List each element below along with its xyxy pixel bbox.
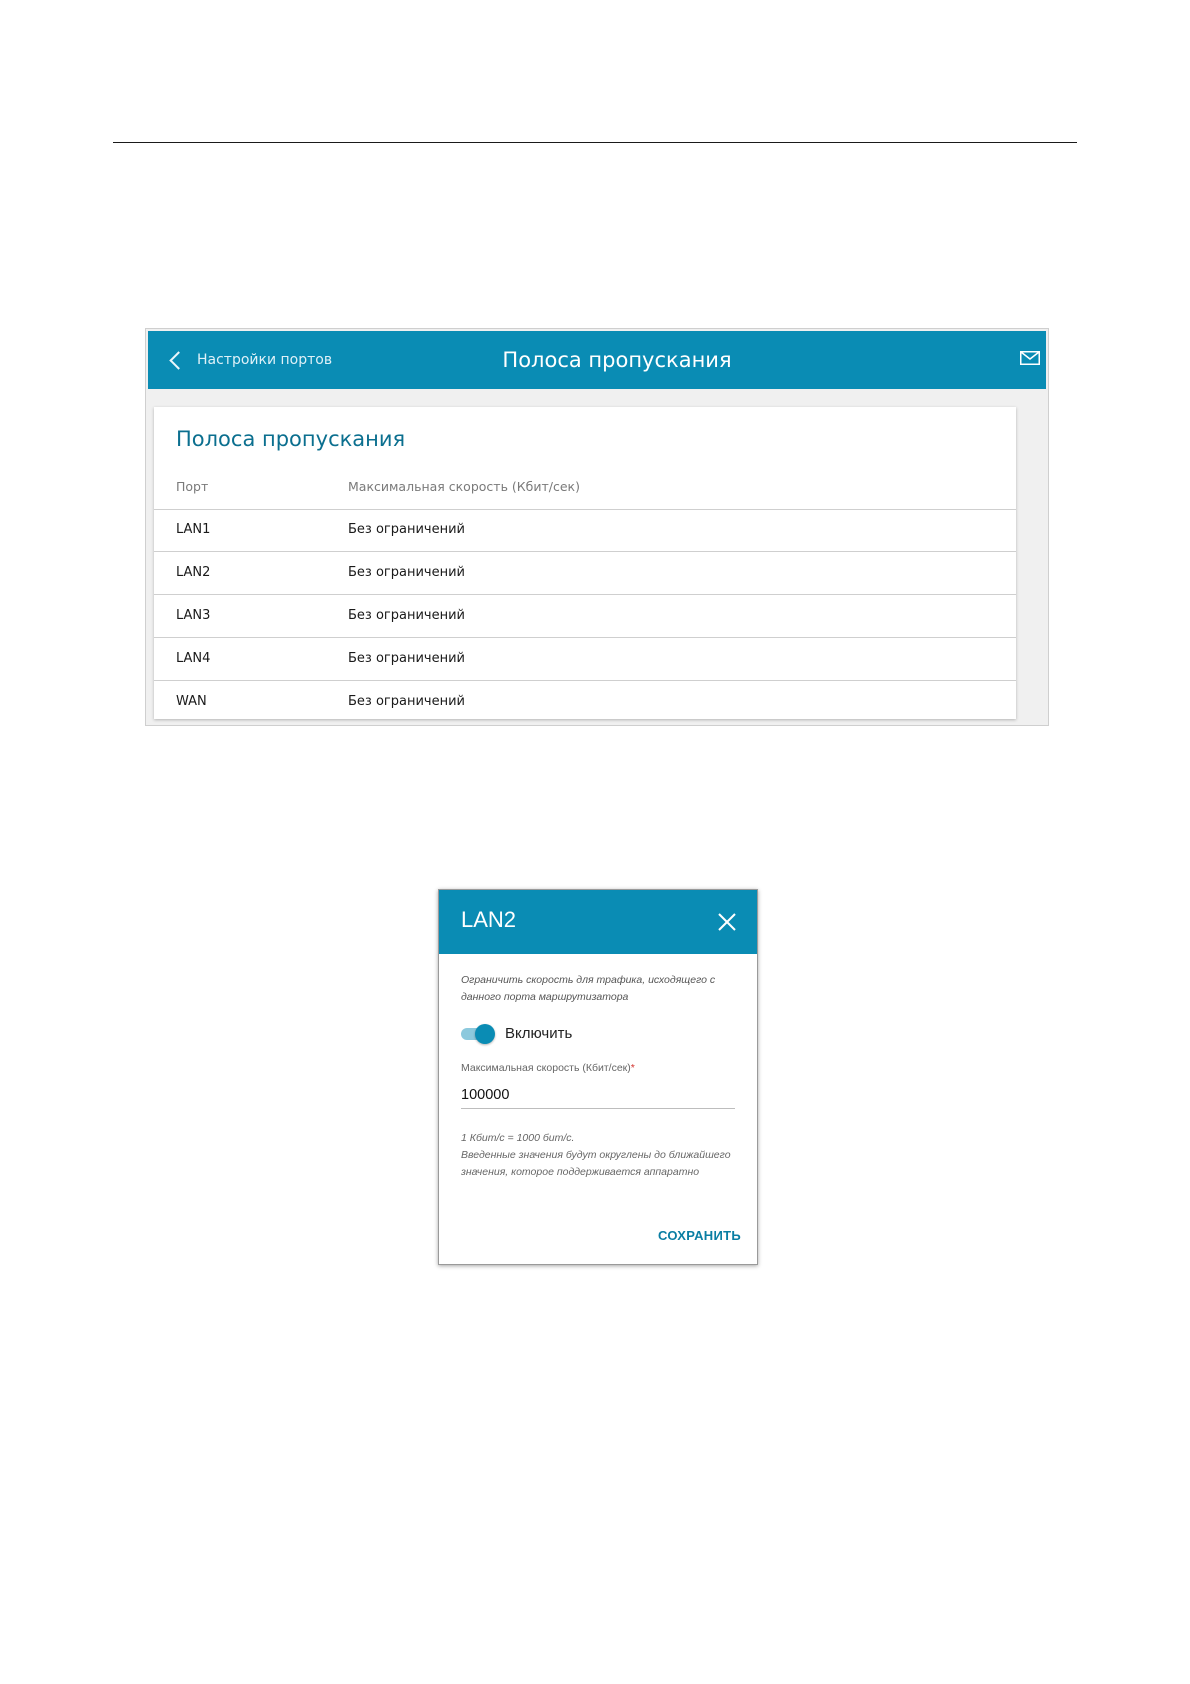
- enable-toggle[interactable]: [461, 1024, 493, 1044]
- speed-cell: Без ограничений: [348, 694, 465, 709]
- lan2-dialog: [438, 889, 758, 1265]
- note-line-rounding: Введенные значения будут округлены до ближайшего значения, которое поддерживается аппаратно: [461, 1149, 731, 1178]
- dialog-description: Ограничить скорость для трафика, исходящего с данного порта маршрутизатора: [461, 974, 716, 1003]
- ports-table-body: [154, 509, 1016, 723]
- required-mark: *: [630, 1062, 635, 1074]
- enable-toggle-label: Включить: [505, 1025, 573, 1042]
- dialog-note: [461, 1130, 731, 1181]
- table-header: [154, 477, 1016, 510]
- table-row[interactable]: [154, 552, 1016, 595]
- dialog-header: [439, 890, 757, 954]
- dialog-title: LAN2: [461, 907, 517, 932]
- port-cell: WAN: [176, 694, 207, 709]
- bandwidth-card: [154, 407, 1016, 719]
- speed-cell: Без ограничений: [348, 522, 465, 537]
- page-header-rule: [113, 142, 1077, 143]
- speed-cell: Без ограничений: [348, 608, 465, 623]
- table-row[interactable]: [154, 595, 1016, 638]
- max-speed-label: [461, 1062, 635, 1074]
- close-icon[interactable]: [717, 912, 737, 932]
- port-cell: LAN4: [176, 651, 211, 666]
- table-row[interactable]: [154, 681, 1016, 723]
- max-speed-input[interactable]: [461, 1082, 735, 1109]
- max-speed-label-text: Максимальная скорость (Кбит/сек): [461, 1062, 631, 1074]
- toggle-knob: [475, 1024, 495, 1044]
- table-row[interactable]: [154, 509, 1016, 552]
- page-title: Полоса пропускания: [502, 348, 732, 372]
- column-header-port: Порт: [176, 479, 209, 494]
- port-cell: LAN1: [176, 522, 211, 537]
- top-bar: [148, 331, 1046, 389]
- speed-cell: Без ограничений: [348, 651, 465, 666]
- speed-cell: Без ограничений: [348, 565, 465, 580]
- mail-icon[interactable]: [1020, 351, 1040, 365]
- bandwidth-screenshot: [145, 328, 1049, 726]
- column-header-speed: Максимальная скорость (Кбит/сек): [348, 479, 580, 494]
- back-link-label: Настройки портов: [197, 352, 333, 368]
- save-button[interactable]: СОХРАНИТЬ: [658, 1228, 741, 1243]
- port-cell: LAN3: [176, 608, 211, 623]
- table-row[interactable]: [154, 638, 1016, 681]
- card-title: Полоса пропускания: [176, 427, 406, 451]
- port-cell: LAN2: [176, 565, 211, 580]
- note-line-unit: 1 Кбит/с = 1000 бит/с.: [461, 1132, 575, 1144]
